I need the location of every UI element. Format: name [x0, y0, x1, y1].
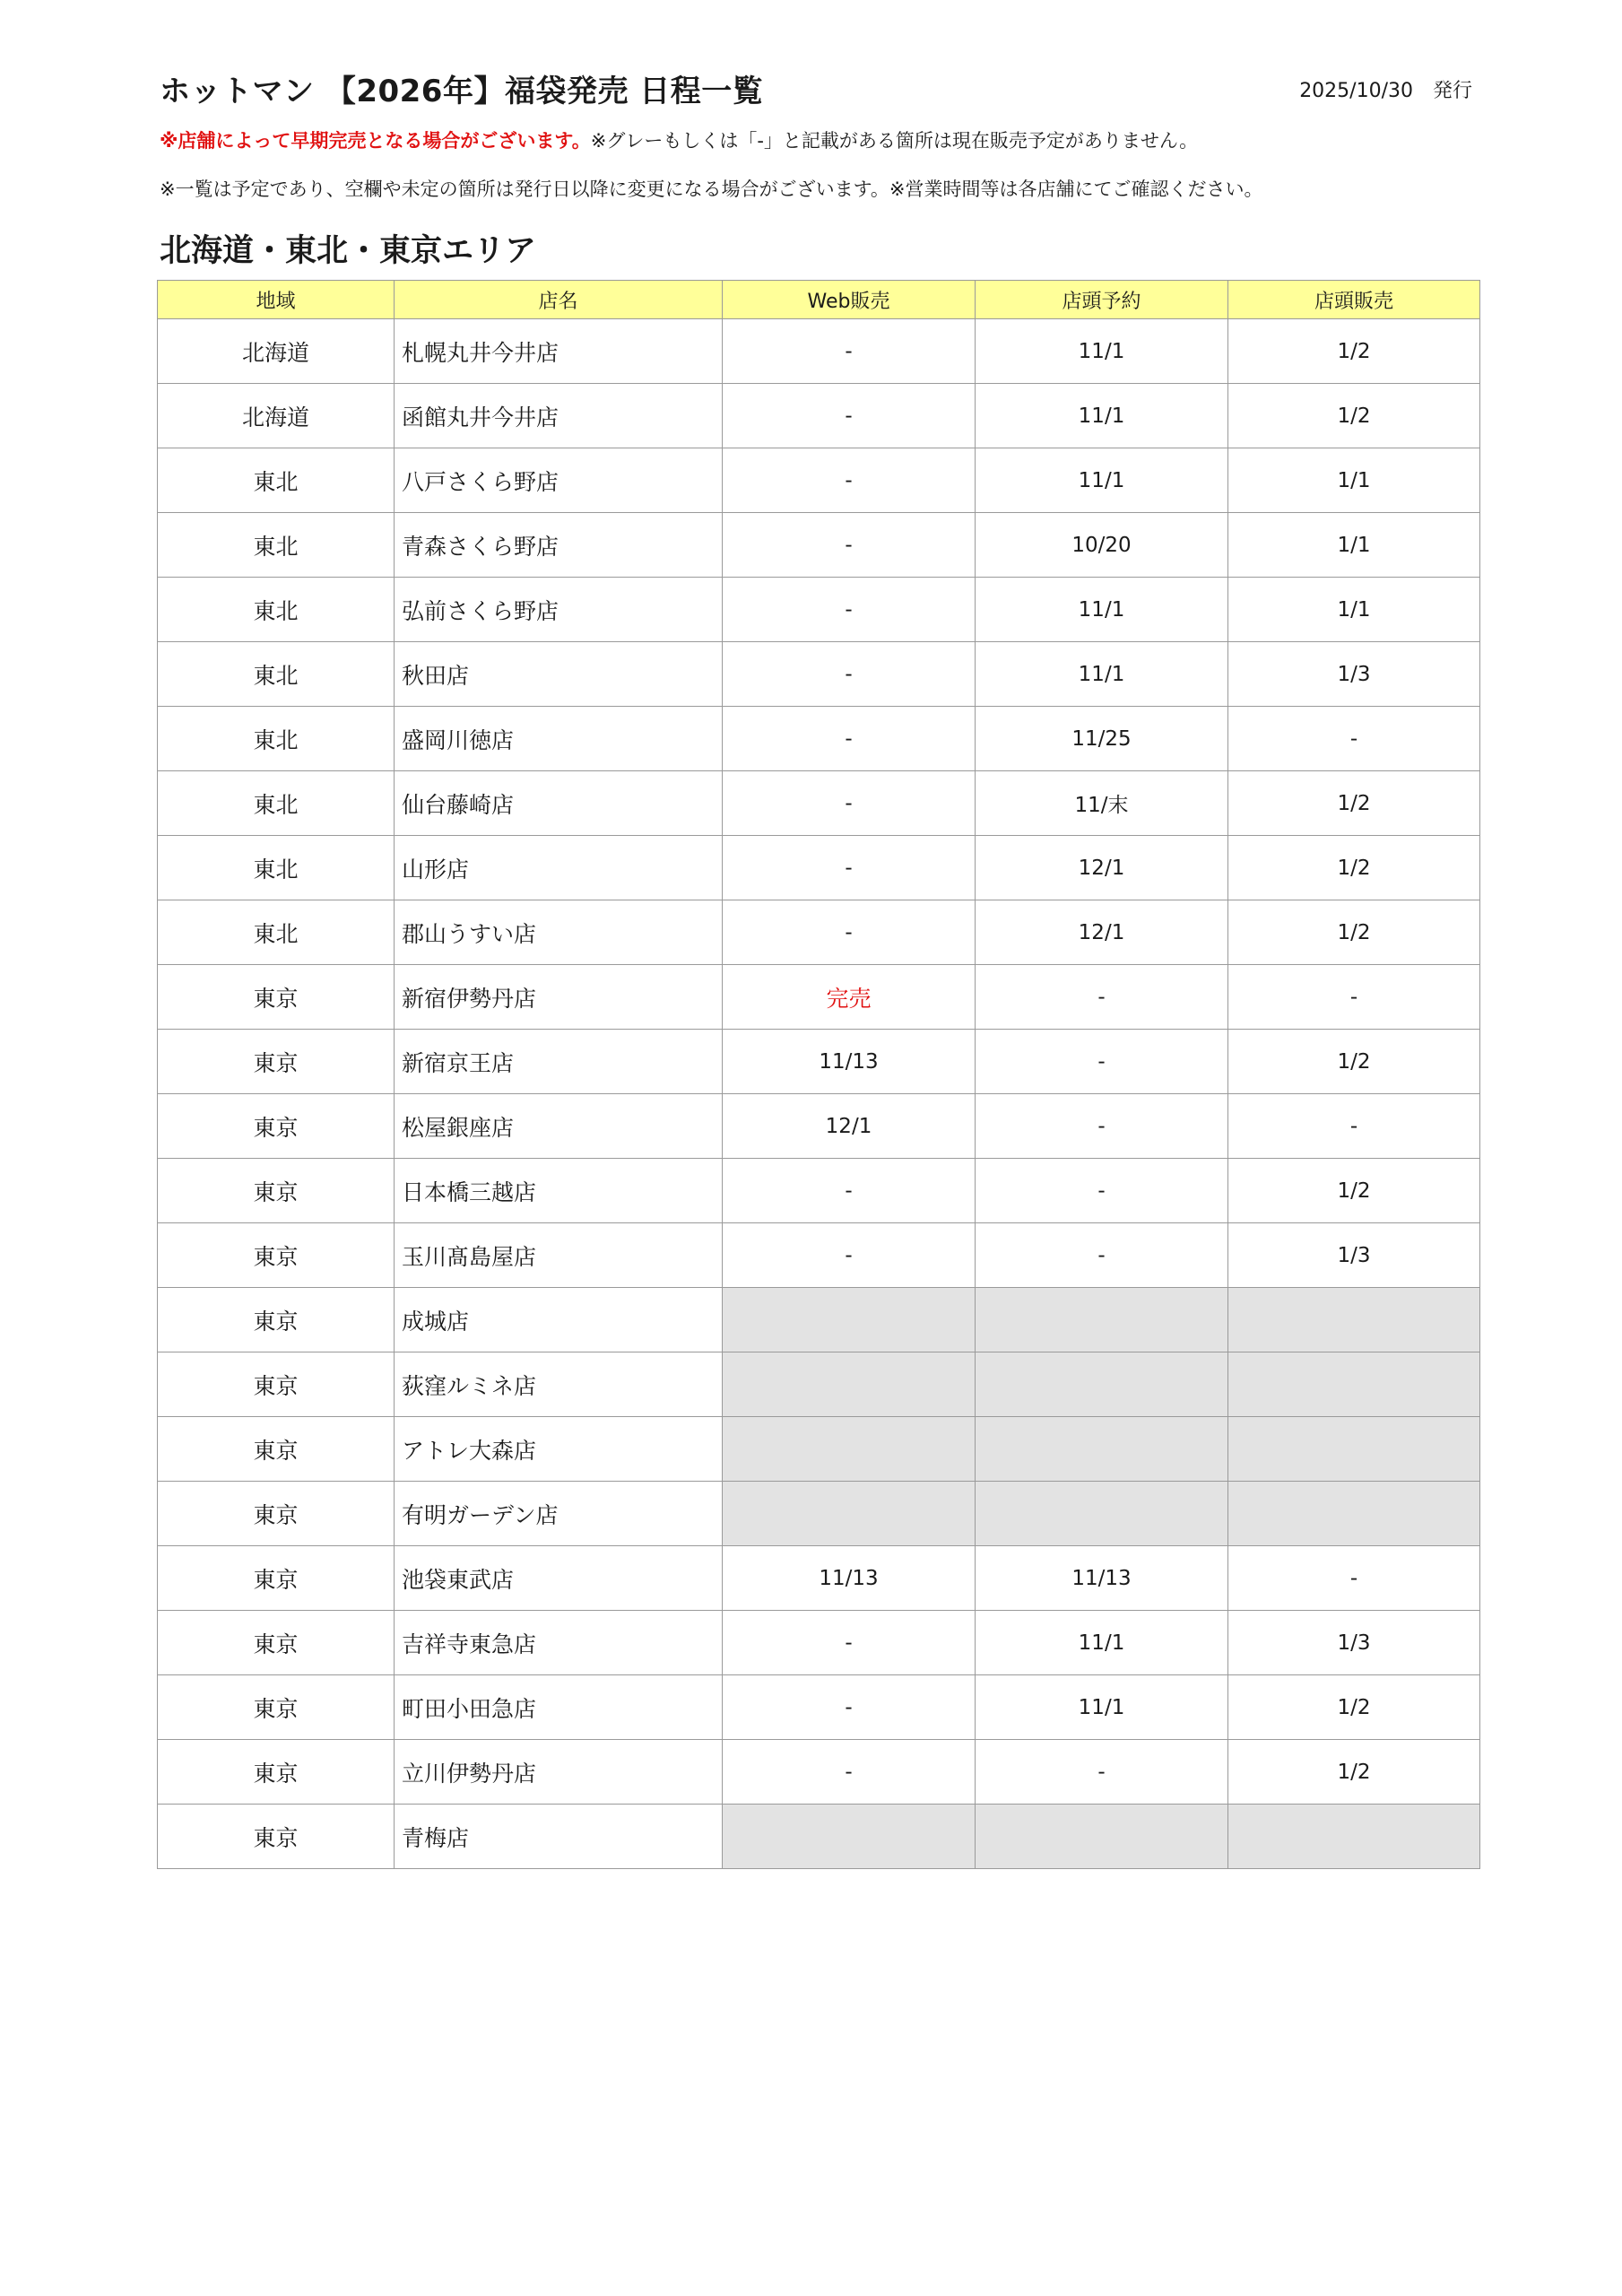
store-name-cell: 町田小田急店 [395, 1675, 723, 1740]
store-sale-cell: 1/3 [1228, 642, 1480, 707]
store-sale-cell: 1/2 [1228, 900, 1480, 965]
store-reservation-cell: - [976, 1159, 1228, 1223]
store-name-cell: 青梅店 [395, 1805, 723, 1869]
web-sale-cell: - [723, 1740, 976, 1805]
store-sale-cell [1228, 1417, 1480, 1482]
column-header-store: 店名 [395, 281, 723, 319]
table-row [158, 319, 1480, 384]
store-name-cell: 札幌丸井今井店 [395, 319, 723, 384]
store-name-cell: 秋田店 [395, 642, 723, 707]
store-reservation-cell [976, 1417, 1228, 1482]
schedule-change-note: ※一覧は予定であり、空欄や未定の箇所は発行日以降に変更になる場合がございます。※営業時間等は各店舗にてご確認ください。 [160, 178, 1263, 200]
web-sale-cell: - [723, 900, 976, 965]
store-name-cell: 新宿京王店 [395, 1030, 723, 1094]
notes-line-1 [160, 126, 1198, 153]
table-row [158, 707, 1480, 771]
table-row [158, 771, 1480, 836]
store-sale-cell: 1/1 [1228, 578, 1480, 642]
region-cell: 東京 [158, 1288, 395, 1352]
store-reservation-cell: 11/1 [976, 642, 1228, 707]
store-sale-cell [1228, 1288, 1480, 1352]
web-sale-cell: - [723, 707, 976, 771]
web-sale-cell: - [723, 836, 976, 900]
region-cell: 東京 [158, 1611, 395, 1675]
table-row [158, 1159, 1480, 1223]
web-sale-cell: - [723, 513, 976, 578]
store-sale-cell [1228, 1352, 1480, 1417]
store-sale-cell: 1/2 [1228, 836, 1480, 900]
store-name-cell: アトレ大森店 [395, 1417, 723, 1482]
table-row [158, 513, 1480, 578]
column-header-web-sale: Web販売 [723, 281, 976, 319]
table-header-row [158, 281, 1480, 319]
store-sale-cell: 1/3 [1228, 1611, 1480, 1675]
store-name-cell: 有明ガーデン店 [395, 1482, 723, 1546]
store-reservation-cell: 11/1 [976, 578, 1228, 642]
web-sale-cell: - [723, 1159, 976, 1223]
store-reservation-cell: 11/1 [976, 448, 1228, 513]
table-row [158, 1223, 1480, 1288]
table-row [158, 1030, 1480, 1094]
store-reservation-cell: 11/25 [976, 707, 1228, 771]
store-reservation-cell: 11/13 [976, 1546, 1228, 1611]
region-cell: 東北 [158, 642, 395, 707]
web-sale-cell [723, 1288, 976, 1352]
region-cell: 東京 [158, 1159, 395, 1223]
table-row [158, 1675, 1480, 1740]
web-sale-cell: - [723, 578, 976, 642]
table-row [158, 1740, 1480, 1805]
store-name-cell: 青森さくら野店 [395, 513, 723, 578]
table-row [158, 384, 1480, 448]
region-cell: 東京 [158, 1482, 395, 1546]
store-name-cell: 函館丸井今井店 [395, 384, 723, 448]
store-name-cell: 池袋東武店 [395, 1546, 723, 1611]
store-sale-cell: 1/2 [1228, 384, 1480, 448]
region-cell: 東北 [158, 836, 395, 900]
store-reservation-cell: 11/1 [976, 1611, 1228, 1675]
web-sale-cell: - [723, 1223, 976, 1288]
web-sale-cell: - [723, 1675, 976, 1740]
store-sale-cell: - [1228, 1546, 1480, 1611]
region-cell: 東北 [158, 707, 395, 771]
region-cell: 北海道 [158, 319, 395, 384]
store-reservation-cell: 12/1 [976, 900, 1228, 965]
store-name-cell: 新宿伊勢丹店 [395, 965, 723, 1030]
column-header-store-reservation: 店頭予約 [976, 281, 1228, 319]
store-sale-cell: 1/1 [1228, 448, 1480, 513]
store-name-cell: 日本橋三越店 [395, 1159, 723, 1223]
store-sale-cell: 1/2 [1228, 1159, 1480, 1223]
store-reservation-cell: 11/末 [976, 771, 1228, 836]
table-row [158, 578, 1480, 642]
web-sale-cell [723, 1352, 976, 1417]
table-row [158, 900, 1480, 965]
web-sale-cell [723, 1417, 976, 1482]
web-sale-cell: - [723, 319, 976, 384]
store-sale-cell: - [1228, 1094, 1480, 1159]
store-reservation-cell [976, 1805, 1228, 1869]
web-sale-cell: 12/1 [723, 1094, 976, 1159]
store-reservation-cell: - [976, 1094, 1228, 1159]
table-row [158, 1482, 1480, 1546]
store-name-cell: 吉祥寺東急店 [395, 1611, 723, 1675]
store-sale-cell: 1/2 [1228, 319, 1480, 384]
store-sale-cell: - [1228, 965, 1480, 1030]
store-name-cell: 松屋銀座店 [395, 1094, 723, 1159]
web-sale-cell: - [723, 1611, 976, 1675]
region-cell: 北海道 [158, 384, 395, 448]
page-title: ホットマン 【2026年】福袋発売 日程一覧 [160, 74, 764, 109]
region-cell: 東京 [158, 1030, 395, 1094]
store-name-cell: 玉川髙島屋店 [395, 1223, 723, 1288]
store-reservation-cell: 11/1 [976, 1675, 1228, 1740]
store-name-cell: 弘前さくら野店 [395, 578, 723, 642]
table-row [158, 448, 1480, 513]
store-sale-cell: 1/2 [1228, 1030, 1480, 1094]
store-name-cell: 郡山うすい店 [395, 900, 723, 965]
store-reservation-cell: - [976, 1740, 1228, 1805]
table-row [158, 1288, 1480, 1352]
web-sale-cell [723, 1482, 976, 1546]
web-sale-cell: - [723, 384, 976, 448]
store-reservation-cell [976, 1482, 1228, 1546]
web-sale-cell: - [723, 448, 976, 513]
store-name-cell: 仙台藤崎店 [395, 771, 723, 836]
web-sale-cell: 11/13 [723, 1030, 976, 1094]
store-sale-cell: 1/2 [1228, 1740, 1480, 1805]
table-row [158, 1805, 1480, 1869]
table-row [158, 965, 1480, 1030]
web-sale-cell: 11/13 [723, 1546, 976, 1611]
region-cell: 東北 [158, 448, 395, 513]
region-cell: 東京 [158, 1417, 395, 1482]
store-name-cell: 荻窪ルミネ店 [395, 1352, 723, 1417]
store-sale-cell: 1/3 [1228, 1223, 1480, 1288]
region-cell: 東京 [158, 1546, 395, 1611]
region-cell: 東京 [158, 1740, 395, 1805]
region-cell: 東京 [158, 1352, 395, 1417]
store-reservation-cell: 12/1 [976, 836, 1228, 900]
region-cell: 東北 [158, 771, 395, 836]
table-row [158, 642, 1480, 707]
issue-date: 2025/10/30 発行 [1299, 80, 1472, 102]
table-row [158, 1546, 1480, 1611]
store-name-cell: 八戸さくら野店 [395, 448, 723, 513]
store-reservation-cell: 10/20 [976, 513, 1228, 578]
web-sale-cell [723, 1805, 976, 1869]
table-row [158, 1094, 1480, 1159]
web-sale-cell: - [723, 771, 976, 836]
store-sale-cell: 1/2 [1228, 1675, 1480, 1740]
column-header-store-sale: 店頭販売 [1228, 281, 1480, 319]
region-cell: 東京 [158, 1805, 395, 1869]
store-sale-cell [1228, 1482, 1480, 1546]
store-sale-cell: - [1228, 707, 1480, 771]
table-row [158, 1417, 1480, 1482]
store-reservation-cell: - [976, 965, 1228, 1030]
region-cell: 東京 [158, 1223, 395, 1288]
web-sale-cell: - [723, 642, 976, 707]
section-title: 北海道・東北・東京エリア [160, 233, 537, 269]
region-cell: 東北 [158, 900, 395, 965]
region-cell: 東京 [158, 1675, 395, 1740]
early-sellout-warning: ※店舗によって早期完売となる場合がございます。 [160, 130, 591, 152]
store-reservation-cell [976, 1352, 1228, 1417]
store-reservation-cell: - [976, 1223, 1228, 1288]
store-reservation-cell [976, 1288, 1228, 1352]
store-name-cell: 盛岡川徳店 [395, 707, 723, 771]
store-sale-cell: 1/2 [1228, 771, 1480, 836]
store-reservation-cell: 11/1 [976, 384, 1228, 448]
region-cell: 東北 [158, 578, 395, 642]
table-row [158, 1611, 1480, 1675]
store-name-cell: 山形店 [395, 836, 723, 900]
region-cell: 東京 [158, 1094, 395, 1159]
store-reservation-cell: - [976, 1030, 1228, 1094]
store-name-cell: 成城店 [395, 1288, 723, 1352]
store-sale-cell [1228, 1805, 1480, 1869]
table-row [158, 1352, 1480, 1417]
region-cell: 東北 [158, 513, 395, 578]
schedule-table [157, 280, 1480, 1869]
store-sale-cell: 1/1 [1228, 513, 1480, 578]
store-reservation-cell: 11/1 [976, 319, 1228, 384]
web-sale-cell: 完売 [723, 965, 976, 1030]
region-cell: 東京 [158, 965, 395, 1030]
store-name-cell: 立川伊勢丹店 [395, 1740, 723, 1805]
column-header-region: 地域 [158, 281, 395, 319]
table-row [158, 836, 1480, 900]
gray-cell-note: ※グレーもしくは「-」と記載がある箇所は現在販売予定がありません。 [590, 130, 1199, 152]
